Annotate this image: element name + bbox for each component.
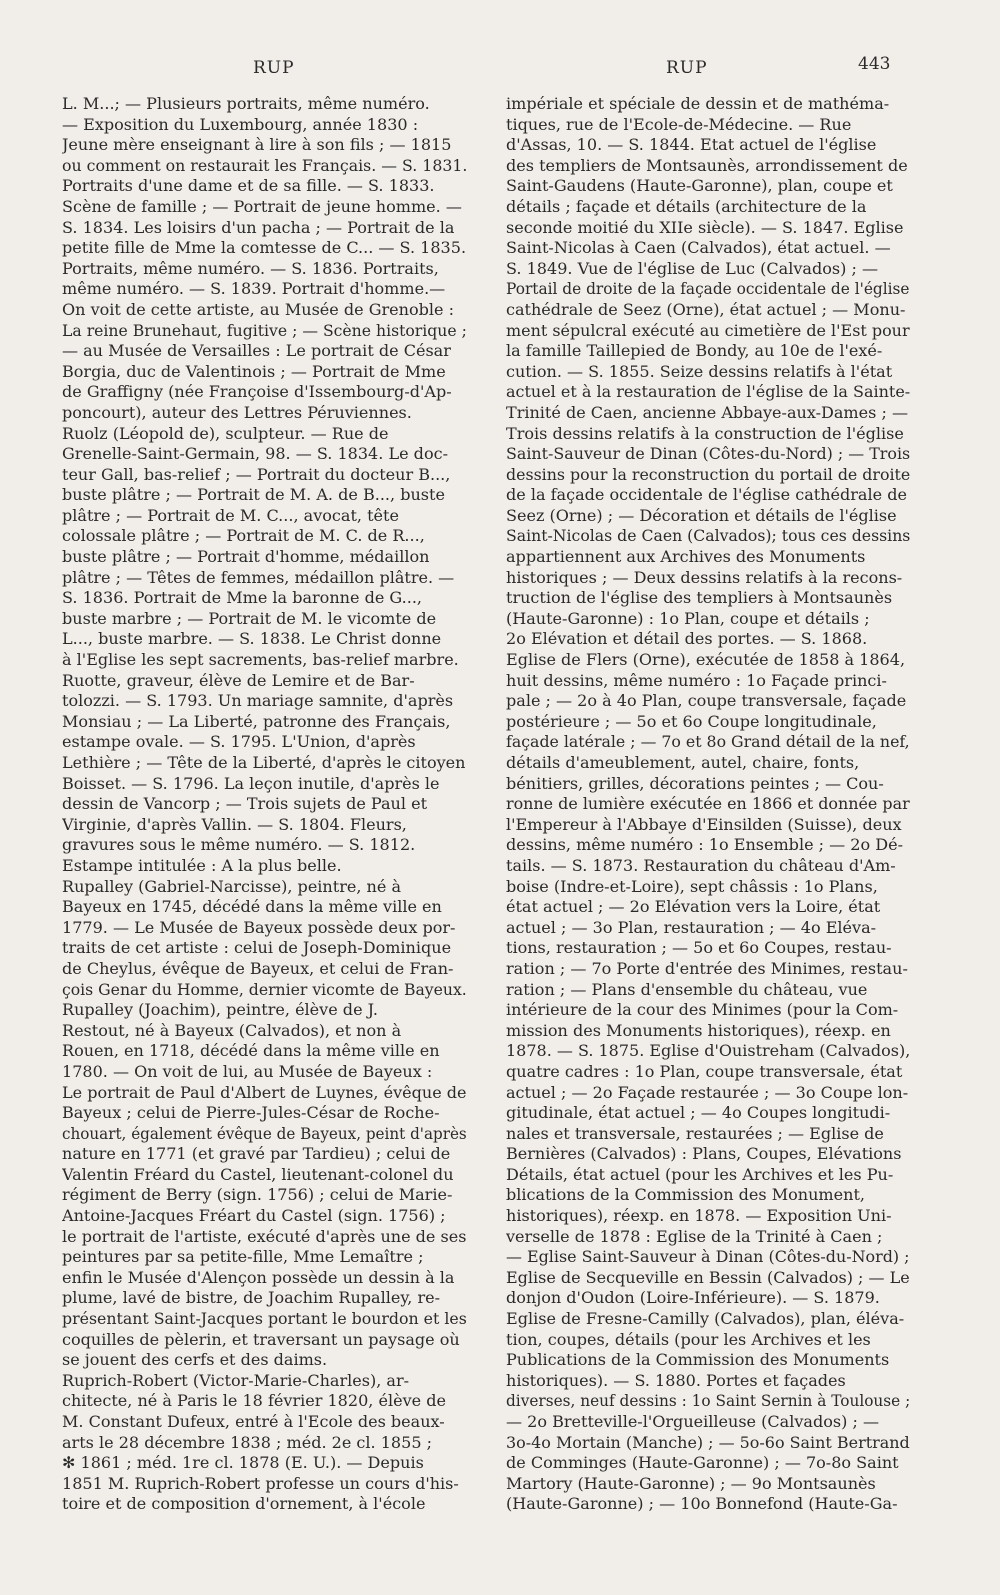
left-column-line: Bayeux en 1745, décédé dans la même ville en [62,897,442,917]
right-column-line: mission des Monuments historiques), réexp. en [506,1020,891,1040]
right-column-line: état actuel ; — 2o Elévation vers la Loire, état [506,897,881,917]
right-column-line: tions, restauration ; — 5o et 6o Coupes, restau- [506,938,892,958]
right-column-line: — 2o Bretteville-l'Orgueilleuse (Calvados) ; — [506,1412,879,1431]
right-column-line: l'Empereur à l'Abbaye d'Einsilden (Suisse), deux [506,814,902,834]
left-column-line: L. M...; — Plusieurs portraits, même numéro. [62,94,430,113]
left-column-line: nature en 1771 (et gravé par Tardieu) ; celui de [62,1144,451,1164]
left-column-line: Ruotte, graveur, élève de Lemire et de Bar- [62,670,415,690]
right-column-line: S. 1849. Vue de l'église de Luc (Calvados) ; — [506,258,878,278]
left-column-line: ou comment on restaurait les Français. — S. 1831. [62,155,467,175]
right-column-line: dessins, même numéro : 1o Ensemble ; — 2o Dé- [506,835,903,855]
left-column-line: traits de cet artiste : celui de Joseph-Dominique [62,938,452,958]
left-column-line: Monsiau ; — La Liberté, patronne des Français, [62,711,451,731]
right-column-line: Saint-Sauveur de Dinan (Côtes-du-Nord) ; — Trois [506,444,910,464]
left-column-line: L..., buste marbre. — S. 1838. Le Christ donne [62,629,442,649]
right-column-line: 1878. — S. 1875. Eglise d'Ouistreham (Calvados), [506,1041,910,1061]
left-column-line: On voit de cette artiste, au Musée de Grenoble : [62,299,455,319]
right-column-line: Seez (Orne) ; — Décoration et détails de l'église [506,505,897,525]
left-column-line: Le portrait de Paul d'Albert de Luynes, évêque de [62,1082,467,1102]
right-column-line: ration ; — Plans d'ensemble du château, vue [506,979,868,999]
left-column-line: peintures par sa petite-fille, Mme Lemaître ; [62,1247,424,1267]
left-column-line: Restout, né à Bayeux (Calvados), et non à [62,1020,402,1040]
left-column-line: Lethière ; — Tête de la Liberté, d'après le citoyen [62,753,466,772]
right-column-line: Eglise de Secqueville en Bessin (Calvados) ; — Le [506,1267,910,1287]
right-column-line: impériale et spéciale de dessin et de mathéma- [506,94,890,113]
left-column-line: plume, lavé de bistre, de Joachim Rupalley, re- [62,1288,441,1308]
left-running-head: RUP [253,58,295,78]
left-column-line: Portraits, même numéro. — S. 1836. Portraits, [62,258,439,278]
right-column-line: Eglise de Flers (Orne), exécutée de 1858 à 1864, [506,650,906,670]
left-column-line: plâtre ; — Têtes de femmes, médaillon plâtre. — [62,567,455,587]
left-column-line: 1851 M. Ruprich-Robert professe un cours d'his- [62,1473,459,1493]
left-column-line: 1780. — On voit de lui, au Musée de Bayeux : [62,1061,433,1081]
left-column-line: çois Genar du Homme, dernier vicomte de Bayeux. [62,979,467,999]
left-column-line: ✻ 1861 ; méd. 1re cl. 1878 (E. U.). — Depuis [62,1453,424,1473]
left-column-line: même numéro. — S. 1839. Portrait d'homme.— [62,279,446,299]
left-column-line: le portrait de l'artiste, exécuté d'après une de ses [62,1226,467,1246]
left-column-line: plâtre ; — Portrait de M. C..., avocat, tête [62,505,399,525]
right-column-line: cution. — S. 1855. Seize dessins relatifs à l'état [506,361,893,381]
left-column-line: gravures sous le même numéro. — S. 1812. [62,835,416,855]
left-column-line: buste plâtre ; — Portrait de M. A. de B..., buste [62,485,445,505]
left-column-line: Boisset. — S. 1796. La leçon inutile, d'après le [62,773,440,793]
right-column-line: Publications de la Commission des Monuments [506,1350,890,1370]
left-column-line: teur Gall, bas-relief ; — Portrait du docteur B..., [62,464,451,484]
right-column-line: — Eglise Saint-Sauveur à Dinan (Côtes-du-Nord) ; [506,1247,910,1267]
right-column-line: historiques), réexp. en 1878. — Exposition Uni- [506,1206,892,1226]
left-column-line: tolozzi. — S. 1793. Un mariage samnite, d'après [62,691,454,711]
right-column-line: de Comminges (Haute-Garonne) ; — 7o-8o Saint [506,1453,899,1473]
left-column-line: de Graffigny (née Françoise d'Issembourg-d'Ap- [62,382,452,402]
right-column-line: huit dessins, même numéro : 1o Façade princi- [506,670,887,690]
right-column-line: la famille Taillepied de Bondy, au 10e de l'exé- [506,341,883,361]
page-header [0,54,1000,84]
left-column-line: présentant Saint-Jacques portant le bourdon et les [62,1309,467,1329]
right-column-line: quatre cadres : 1o Plan, coupe transversale, état [506,1061,903,1081]
right-column-line: nales et transversale, restaurées ; — Eglise de [506,1123,884,1143]
right-column-line: dessins pour la reconstruction du portail de droite [506,464,910,484]
right-column-line: postérieure ; — 5o et 6o Coupe longitudinale, [506,711,877,731]
right-column-line: détails d'ameublement, autel, chaire, fonts, [506,753,860,772]
right-column-line: tion, coupes, détails (pour les Archives et les [506,1329,871,1349]
right-column-line: boise (Indre-et-Loire), sept châssis : 1o Plans, [506,876,878,896]
right-column-line: Bernières (Calvados) : Plans, Coupes, Elévations [506,1144,902,1164]
left-column-line: dessin de Vancorp ; — Trois sujets de Paul et [62,794,428,814]
left-column-line: coquilles de pèlerin, et traversant un paysage où [62,1329,460,1349]
left-column-line: buste plâtre ; — Portrait d'homme, médaillon [62,547,430,567]
left-text-column [62,94,467,1515]
left-column-line: La reine Brunehaut, fugitive ; — Scène historique ; [62,320,467,340]
right-column-line: (Haute-Garonne) ; — 10o Bonnefond (Haute-Ga- [506,1494,898,1514]
right-column-line: (Haute-Garonne) : 1o Plan, coupe et détails ; [506,608,870,628]
right-column-line: cathédrale de Seez (Orne), état actuel ; — Monu- [506,299,906,319]
left-column-line: Rupalley (Joachim), peintre, élève de J. [62,1000,378,1020]
right-column-line: tails. — S. 1873. Restauration du château d'Am- [506,855,896,875]
left-column-line: Scène de famille ; — Portrait de jeune homme. — [62,196,462,216]
left-column-line: régiment de Berry (sign. 1756) ; celui de Marie- [62,1185,453,1205]
right-column-line: bénitiers, grilles, décorations peintes ; — Cou- [506,773,884,793]
right-column-line: pale ; — 2o à 4o Plan, coupe transversale, façade [506,691,907,711]
right-text-column [506,94,910,1515]
right-column-line: Martory (Haute-Garonne) ; — 9o Montsaunès [506,1473,876,1493]
left-column-line: S. 1836. Portrait de Mme la baronne de G..., [62,588,423,608]
right-column-line: actuel ; — 2o Façade restaurée ; — 3o Coupe lon- [506,1082,909,1102]
left-column-line: arts le 28 décembre 1838 ; méd. 2e cl. 1855 ; [62,1432,433,1452]
right-column-line: Eglise de Fresne-Camilly (Calvados), plan, éléva- [506,1309,905,1329]
left-column-line: colossale plâtre ; — Portrait de M. C. de R..., [62,526,425,546]
left-column-line: Bayeux ; celui de Pierre-Jules-César de Roche- [62,1103,440,1123]
right-column-line: Saint-Nicolas à Caen (Calvados), état actuel. — [506,238,891,258]
left-column-line: Antoine-Jacques Fréart du Castel (sign. 1756) ; [62,1206,446,1226]
page-number: 443 [858,54,891,74]
right-column-line: Saint-Nicolas de Caen (Calvados); tous ces dessins [506,526,910,546]
right-column-line: ration ; — 7o Porte d'entrée des Minimes, restau- [506,958,908,978]
left-column-line: S. 1834. Les loisirs d'un pacha ; — Portrait de la [62,217,455,237]
right-column-line: appartiennent aux Archives des Monuments [506,547,866,567]
right-column-line: des templiers de Montsaunès, arrondissement de [506,155,908,175]
left-column-line: estampe ovale. — S. 1795. L'Union, d'après [62,732,416,752]
right-running-head: RUP [666,58,708,78]
right-column-line: historiques ; — Deux dessins relatifs à la recons- [506,567,903,587]
left-column-line: — Exposition du Luxembourg, année 1830 : [62,114,419,134]
right-column-line: Trois dessins relatifs à la construction de l'église [506,423,904,443]
right-column-line: tiques, rue de l'Ecole-de-Médecine. — Rue [506,114,852,134]
right-column-line: détails ; façade et détails (architecture de la [506,196,867,216]
left-column-line: Grenelle-Saint-Germain, 98. — S. 1834. Le doc- [62,444,448,464]
right-column-line: blications de la Commission des Monument, [506,1185,865,1205]
left-column-line: buste marbre ; — Portrait de M. le vicomte de [62,608,437,628]
right-column-line: donjon d'Oudon (Loire-Inférieure). — S. 1879. [506,1288,880,1308]
left-column-line: de Cheylus, évêque de Bayeux, et celui de Fran- [62,958,454,978]
right-column-line: historiques). — S. 1880. Portes et façades [506,1370,846,1390]
right-column-line: seconde moitié du XIIe siècle). — S. 1847. Eglise [506,217,904,237]
right-column-line: actuel ; — 3o Plan, restauration ; — 4o Eléva- [506,917,877,937]
right-column-line: Portail de droite de la façade occidentale de l'église [506,279,910,299]
right-column-line: Saint-Gaudens (Haute-Garonne), plan, coupe et [506,176,893,196]
left-column-line: enfin le Musée d'Alençon possède un dessin à la [62,1267,455,1287]
left-column-line: Ruprich-Robert (Victor-Marie-Charles), ar- [62,1370,410,1390]
right-column-line: 2o Elévation et détail des portes. — S. 1868. [506,629,868,649]
left-column-line: — au Musée de Versailles : Le portrait de César [62,341,451,361]
right-column-line: gitudinale, état actuel ; — 4o Coupes longitudi- [506,1103,891,1123]
right-column-line: actuel et à la restauration de l'église de la Sainte- [506,382,910,402]
left-column-line: se jouent des cerfs et des daims. [62,1350,328,1370]
left-column-line: M. Constant Dufeux, entré à l'Ecole des beaux- [62,1412,445,1431]
left-column-line: Estampe intitulée : A la plus belle. [62,855,342,875]
right-column-line: truction de l'église des templiers à Montsaunès [506,588,893,608]
left-column-line: Valentin Fréard du Castel, lieutenant-colonel du [62,1164,454,1184]
right-column-line: d'Assas, 10. — S. 1844. Etat actuel de l'église [506,135,877,155]
right-column-line: intérieure de la cour des Minimes (pour la Com- [506,1000,899,1020]
right-column-line: verselle de 1878 : Eglise de la Trinité à Caen ; [506,1226,883,1246]
right-column-line: de la façade occidentale de l'église cathédrale de [506,485,907,505]
left-column-line: à l'Eglise les sept sacrements, bas-relief marbre. [62,650,459,670]
right-column-line: façade latérale ; — 7o et 8o Grand détail de la nef, [506,732,910,752]
right-column-line: ment sépulcral exécuté au cimetière de l'Est pour [506,320,910,340]
left-column-line: Jeune mère enseignant à lire à son fils ; — 1815 [62,135,452,155]
left-column-line: Borgia, duc de Valentinois ; — Portrait de Mme [62,361,446,381]
left-column-line: Virginie, d'après Vallin. — S. 1804. Fleurs, [62,814,407,834]
right-column-line: 3o-4o Mortain (Manche) ; — 5o-6o Saint Bertrand [506,1432,910,1452]
right-column-line: ronne de lumière exécutée en 1866 et donnée par [506,794,910,814]
left-column-line: toire et de composition d'ornement, à l'école [62,1494,426,1514]
right-column-line: Trinité de Caen, ancienne Abbaye-aux-Dames ; — [506,402,908,422]
left-column-line: Rouen, en 1718, décédé dans la même ville en [62,1041,440,1061]
left-column-line: chouart, également évêque de Bayeux, peint d'après [62,1123,467,1143]
left-column-line: poncourt), auteur des Lettres Péruviennes. [62,402,412,422]
left-column-line: Rupalley (Gabriel-Narcisse), peintre, né à [62,876,402,896]
left-column-line: petite fille de Mme la comtesse de C... — S. 1835. [62,238,467,258]
right-column-line: diverses, neuf dessins : 1o Saint Sernin à Toulouse ; [506,1391,910,1411]
left-column-line: Ruolz (Léopold de), sculpteur. — Rue de [62,423,389,443]
left-column-line: 1779. — Le Musée de Bayeux possède deux por- [62,917,456,937]
right-column-line: Détails, état actuel (pour les Archives et les Pu- [506,1164,894,1184]
left-column-line: chitecte, né à Paris le 18 février 1820, élève de [62,1391,446,1411]
left-column-line: Portraits d'une dame et de sa fille. — S. 1833. [62,176,435,196]
